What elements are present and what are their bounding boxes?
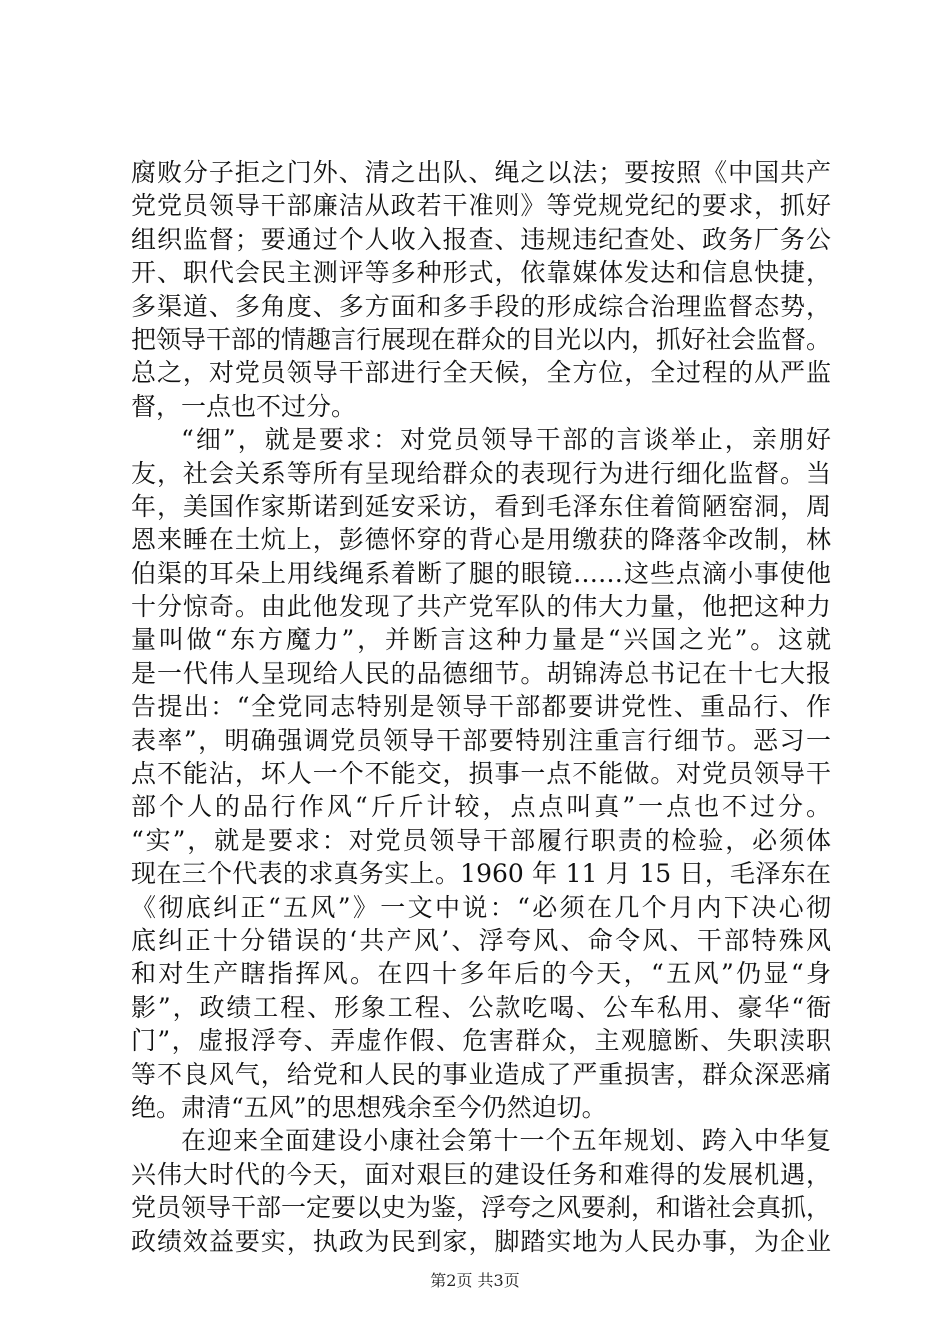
text-line: 政绩效益要实，执政为民到家，脚踏实地为人民办事，为企业 [131,1226,831,1256]
text-line: 和对生产瞎指挥风。在四十多年后的今天，“五风”仍显“身 [131,959,831,989]
text-line: 把领导干部的情趣言行展现在群众的目光以内，抓好社会监督。 [131,324,832,354]
text-line: 党员领导干部一定要以史为鉴，浮夸之风要刹，和谐社会真抓， [131,1193,832,1223]
text-line: 是一代伟人呈现给人民的品德细节。胡锦涛总书记在十七大报 [131,658,831,688]
text-line: 点不能沾，坏人一个不能交，损事一点不能做。对党员领导干 [131,759,831,789]
text-line: 总之，对党员领导干部进行全天候，全方位，全过程的从严监 [131,358,831,388]
text-line: 恩来睡在土炕上，彭德怀穿的背心是用缴获的降落伞改制，林 [131,525,831,555]
text-line: 组织监督；要通过个人收入报查、违规违纪查处、政务厂务公 [131,224,831,254]
text-line: “实”，就是要求：对党员领导干部履行职责的检验，必须体 [131,825,831,855]
text-line: 腐败分子拒之门外、清之出队、绳之以法；要按照《中国共产 [131,158,831,187]
text-line: 友，社会关系等所有呈现给群众的表现行为进行细化监督。当 [131,458,831,488]
text-line: 《彻底纠正“五风”》一文中说：“必须在几个月内下决心彻 [131,892,831,922]
text-line: 底纠正十分错误的‘共产风’、浮夸风、命令风、干部特殊风 [131,925,831,955]
text-line: 门”，虚报浮夸、弄虚作假、危害群众，主观臆断、失职渎职 [131,1026,831,1056]
text-line: 党党员领导干部廉洁从政若干准则》等党规党纪的要求，抓好 [131,191,831,221]
text-line: 等不良风气，给党和人民的事业造成了严重损害，群众深恶痛 [131,1059,831,1089]
text-line: 现在三个代表的求真务实上。1960 年 11 月 15 日，毛泽东在 [131,859,831,889]
text-line: 伯渠的耳朵上用线绳系着断了腿的眼镜……这些点滴小事使他 [131,558,831,588]
text-line: 多渠道、多角度、多方面和多手段的形成综合治理监督态势， [131,291,831,321]
text-line: 十分惊奇。由此他发现了共产党军队的伟大力量，他把这种力 [131,592,831,622]
text-line: 督，一点也不过分。 [131,391,357,421]
document-body [131,156,831,1258]
text-line: 影”，政绩工程、形象工程、公款吃喝、公车私用、豪华“衙 [131,992,831,1022]
text-line: 告提出：“全党同志特别是领导干部都要讲党性、重品行、作 [131,692,831,722]
text-line: 年，美国作家斯诺到延安采访，看到毛泽东住着简陋窑洞，周 [131,491,831,521]
text-line: 在迎来全面建设小康社会第十一个五年规划、跨入中华复 [181,1126,831,1156]
text-line: 部个人的品行作风“斤斤计较，点点叫真”一点也不过分。 [131,792,831,822]
text-line: 开、职代会民主测评等多种形式，依靠媒体发达和信息快捷， [131,258,831,288]
page-footer: 第2页 共3页 [430,1271,520,1290]
text-line: 量叫做“东方魔力”，并断言这种力量是“兴国之光”。这就 [131,625,831,655]
text-line: 绝。肃清“五风”的思想残余至今仍然迫切。 [131,1092,607,1122]
text-line: 兴伟大时代的今天，面对艰巨的建设任务和难得的发展机遇， [131,1159,831,1189]
text-line: “细”，就是要求：对党员领导干部的言谈举止，亲朋好 [181,425,831,455]
text-line: 表率”，明确强调党员领导干部要特别注重言行细节。恶习一 [131,725,831,755]
